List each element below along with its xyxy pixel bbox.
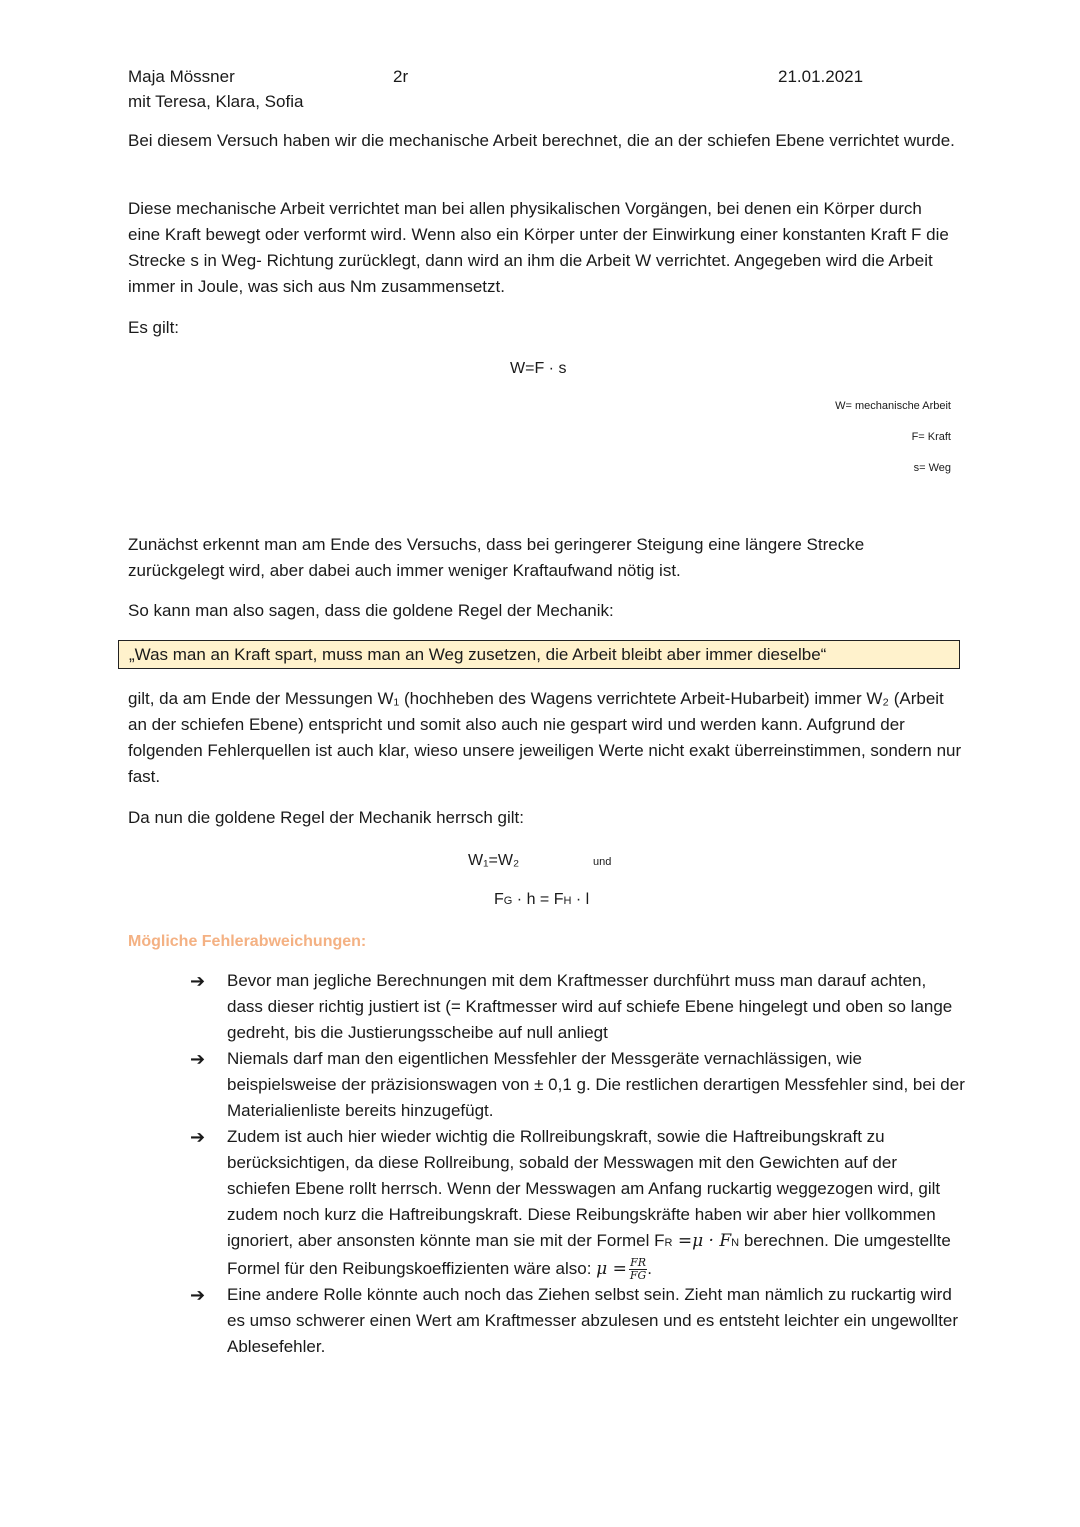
legend-f: F= Kraft — [911, 431, 951, 443]
golden-rule-text: „Was man an Kraft spart, muss man an Weg zusetzen, die Arbeit bleibt aber immer dieselbe“ — [129, 645, 827, 664]
errors-heading: Mögliche Fehlerabweichungen: — [128, 933, 367, 950]
formula-und: und — [593, 856, 612, 868]
author-name: Maja Mössner — [128, 67, 235, 86]
list-item-text: Eine andere Rolle könnte auch noch das Ziehen selbst sein. Zieht man nämlich zu ruckartig wird es umso schwerer einen Wert am Kraftmesser abzulesen und es entsteht leichter ein ungewollter Ablesefehler. — [227, 1285, 959, 1357]
partners: mit Teresa, Klara, Sofia — [128, 92, 304, 111]
friction-fraction: $\frac{FR}{FG}$ — [629, 1256, 647, 1283]
arrow-right-icon: ➔ — [190, 971, 206, 991]
arrow-right-icon: ➔ — [190, 1127, 206, 1147]
formula-force-balance: FG · h = FH · l — [494, 891, 590, 908]
arrow-right-icon: ➔ — [190, 1049, 206, 1069]
class-label: 2r — [393, 67, 409, 86]
legend-s: s= Weg — [913, 462, 951, 474]
date: 21.01.2021 — [778, 67, 864, 86]
body-paragraph-6: gilt, da am Ende der Messungen W₁ (hochheben des Wagens verrichtete Arbeit-Hubarbeit) immer W₂ (Arbeit an der schiefen Ebene) entspricht und somit also auch nie gespart wird und werden kann. Aufgrund der folgenden Fehlerquellen ist auch klar, wieso unsere jeweiligen Werte nicht exakt überreinstimmen, sondern nur fast. — [128, 689, 962, 786]
list-item-text: Bevor man jegliche Berechnungen mit dem Kraftmesser durchführt muss man darauf achten, dass dieser richtig justiert ist (= Kraftmesser wird auf schiefe Ebene hingelegt und oben so lange gedreht, bis die Justierungsscheibe auf null anliegt — [227, 971, 953, 1042]
formula-work: W=F · s — [510, 360, 567, 377]
body-paragraph-5: So kann man also sagen, dass die goldene Regel der Mechanik: — [128, 601, 614, 620]
intro-paragraph-2: Diese mechanische Arbeit verrichtet man bei allen physikalischen Vorgängen, bei denen ein Körper durch eine Kraft bewegt oder verformt wird. Wenn also ein Körper unter der Einwirkung einer konstanten Kraft F die Strecke s in Weg- Richtung zurücklegt, dann wird an ihm die Arbeit W verrichtet. Angegeben wird die Arbeit immer in Joule, was sich aus Nm zusammensetzt. — [128, 199, 949, 296]
legend-w: W= mechanische Arbeit — [835, 400, 951, 412]
list-item — [190, 1046, 965, 1124]
errors-list — [190, 968, 965, 1360]
list-item — [190, 1124, 965, 1282]
list-item — [190, 1282, 965, 1360]
list-item-text: Niemals darf man den eigentlichen Messfehler der Messgeräte vernachlässigen, wie beispielsweise der präzisionswagen von ± 0,1 g. Die restlichen derartigen Messfehler sind, bei der Materialienliste bereits hinzugefügt. — [227, 1049, 965, 1120]
golden-rule-box — [118, 640, 960, 669]
list-item — [190, 968, 965, 1046]
body-paragraph-4: Zunächst erkennt man am Ende des Versuchs, dass bei geringerer Steigung eine längere Strecke zurückgelegt wird, aber dabei auch immer weniger Kraftaufwand nötig ist. — [128, 535, 865, 580]
list-item-text: Zudem ist auch hier wieder wichtig die Rollreibungskraft, sowie die Haftreibungskraft zu berücksichtigen, da diese Rollreibung, sobald der Messwagen mit den Gewichten auf der schiefen Ebene rollt herrsch. Wenn der Messwagen am Anfang ruckartig weggezogen wird, gilt zudem noch kurz die Haftreibungskraft. Diese Reibungskräfte haben wir aber hier vollkommen ignoriert, aber ansonsten könnte man sie mit der Formel FR =μ · FN berechnen. Die umgestellte Formel für den Reibungskoeffizienten wäre also: μ = $\frac{FR}{FG}$ . — [227, 1127, 951, 1283]
body-paragraph-7: Da nun die goldene Regel der Mechanik herrsch gilt: — [128, 808, 524, 827]
formula-w1-w2: W₁=W₂ — [468, 852, 520, 869]
arrow-right-icon: ➔ — [190, 1285, 206, 1306]
intro-paragraph-3: Es gilt: — [128, 318, 180, 337]
intro-paragraph-1: Bei diesem Versuch haben wir die mechanische Arbeit berechnet, die an der schiefen Ebene verrichtet wurde. — [128, 131, 955, 150]
